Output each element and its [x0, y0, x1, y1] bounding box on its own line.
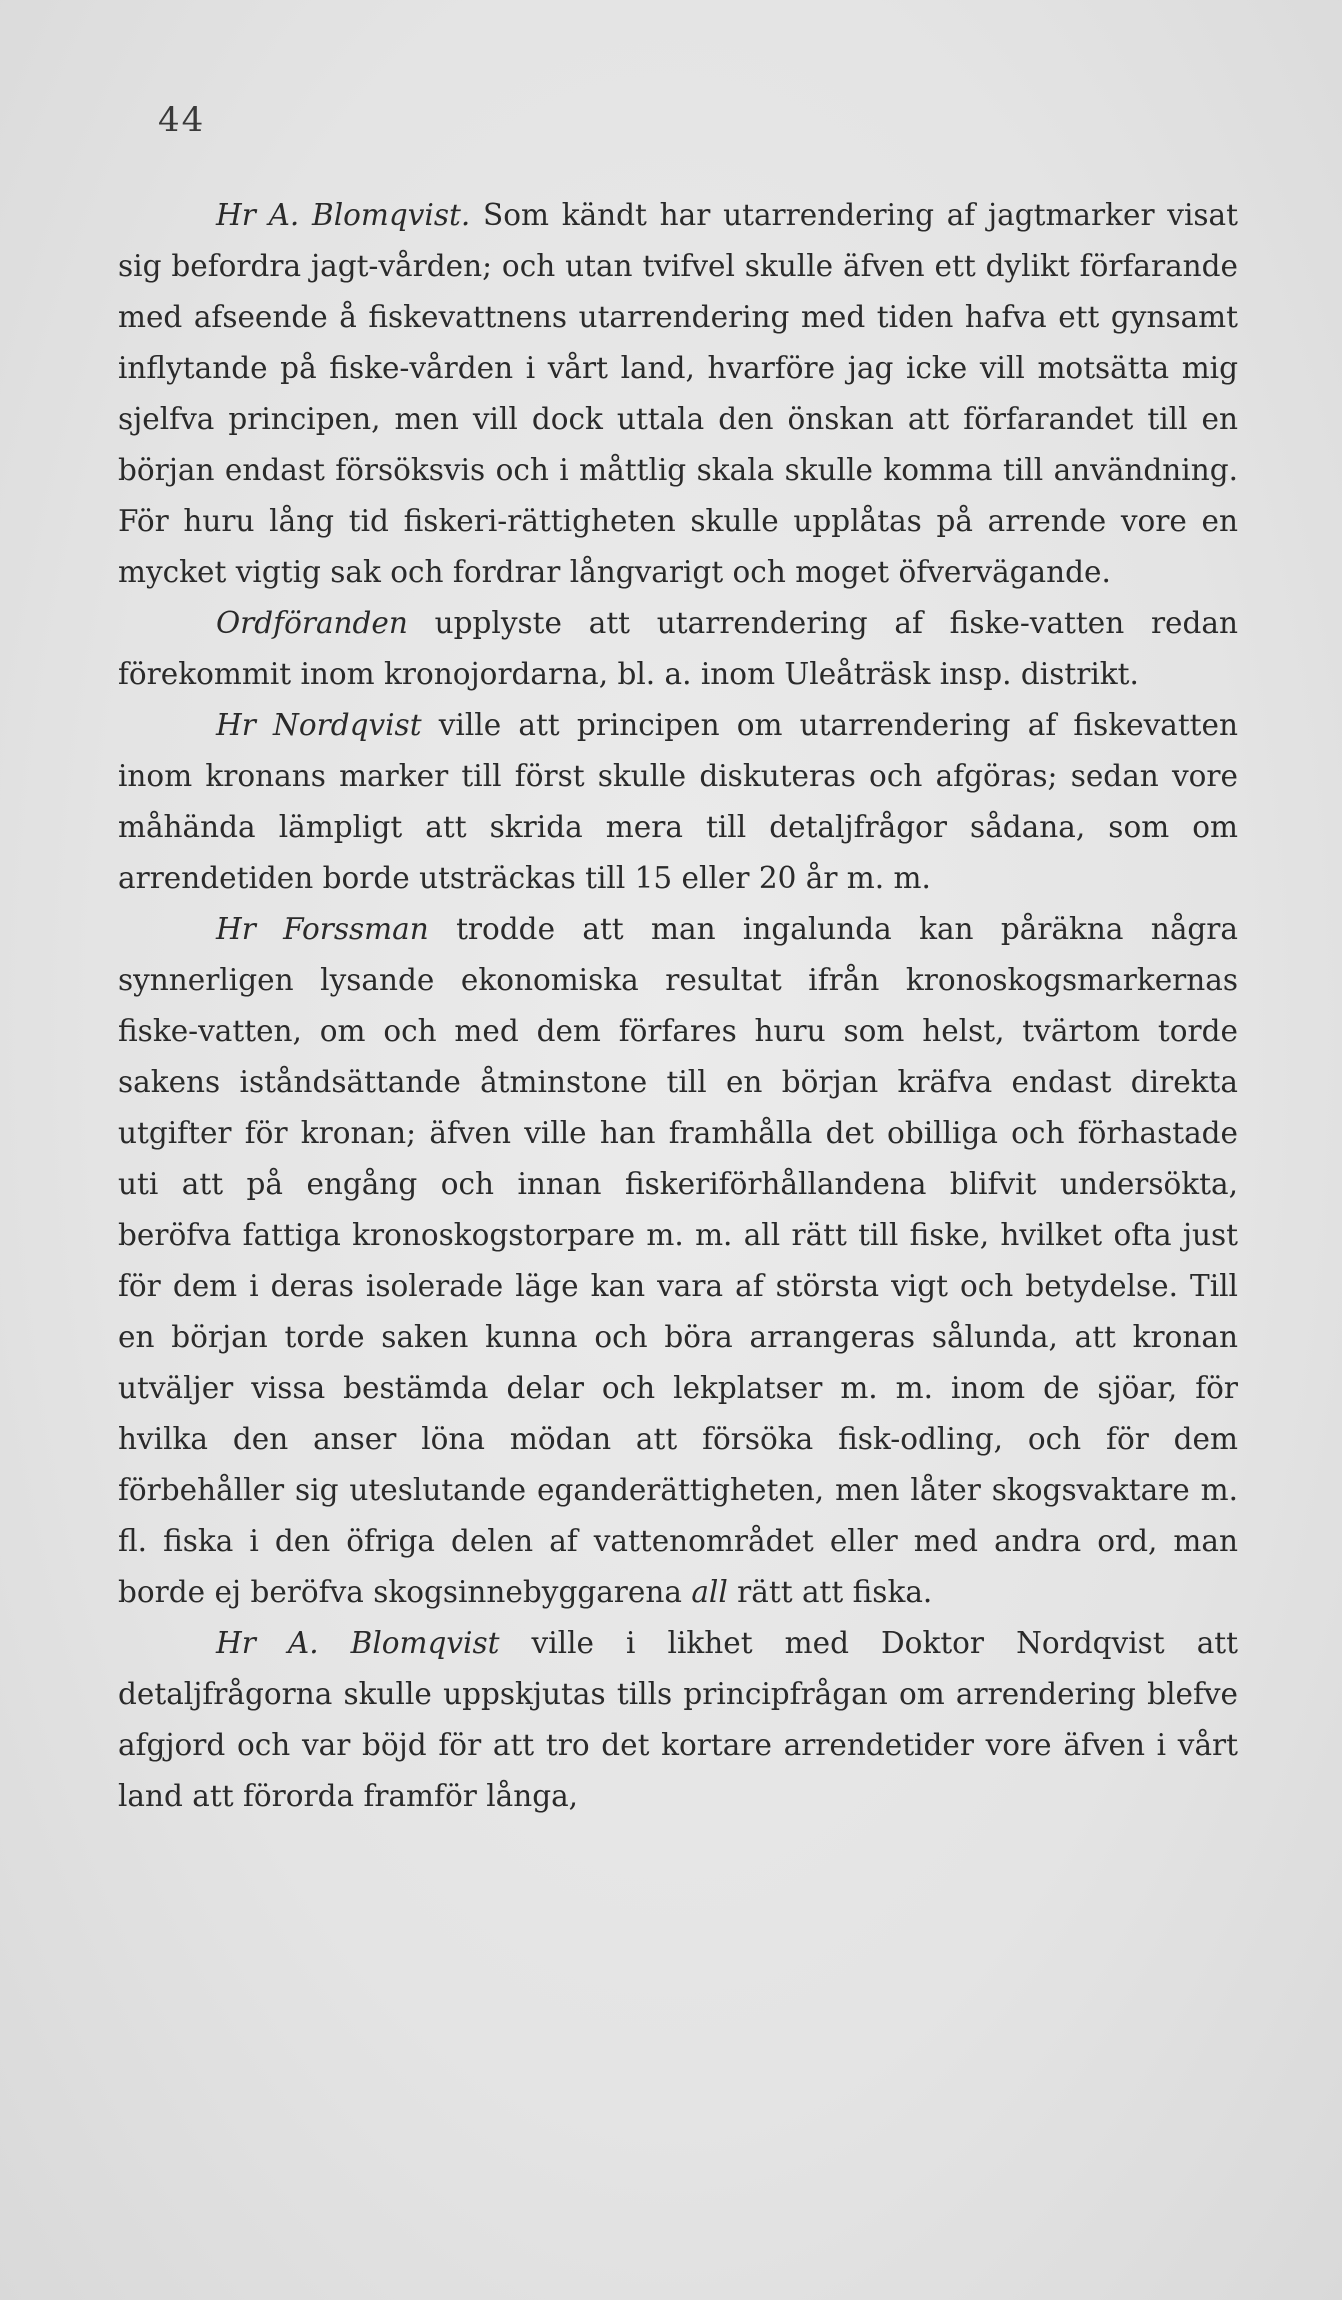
paragraph-forssman [118, 904, 1238, 1618]
speaker-name: Hr Forssman [216, 912, 429, 946]
speaker-name: Ordföranden [216, 606, 408, 640]
body-text [118, 190, 1238, 1822]
emphasis-word: all [691, 1575, 728, 1609]
paragraph-text-after: rätt att fiska. [727, 1575, 933, 1609]
speaker-name: Hr A. Blomqvist. [216, 198, 471, 232]
paragraph-text: upplyste att utarrendering af fiske-vatten redan förekommit inom kronojordarna, bl. a. inom Uleåträsk insp. distrikt. [118, 606, 1238, 691]
paragraph-ordforanden [118, 598, 1238, 700]
speaker-name: Hr A. Blomqvist [216, 1626, 500, 1660]
paragraph-text: Som kändt har utarrendering af jagtmarker visat sig befordra jagt-vården; och utan tvifvel skulle äfven ett dylikt förfarande med afseende å fiskevattnens utarrendering med tiden hafva ett gynsamt inflytande på fiske-vården i vårt land, hvarföre jag icke vill motsätta mig sjelfva principen, men vill dock uttala den önskan att förfarandet till en början endast försöksvis och i måttlig skala skulle komma till användning. För huru lång tid fiskeri-rättigheten skulle upplåtas på arrende vore en mycket vigtig sak och fordrar långvarigt och moget öfvervägande. [118, 198, 1238, 589]
page-number: 44 [158, 100, 206, 140]
speaker-name: Hr Nordqvist [216, 708, 422, 742]
paragraph-blomqvist-1 [118, 190, 1238, 598]
paragraph-blomqvist-2 [118, 1618, 1238, 1822]
paragraph-text: trodde att man ingalunda kan påräkna några synnerligen lysande ekonomiska resultat ifrån kronoskogsmarkernas fiske-vatten, om och med dem förfares huru som helst, tvärtom torde sakens iståndsättande åtminstone till en början kräfva endast direkta utgifter för kronan; äfven ville han framhålla det obilliga och förhastade uti att på engång och innan fiskeriförhållandena blifvit undersökta, beröfva fattiga kronoskogstorpare m. m. all rätt till fiske, hvilket ofta just för dem i deras isolerade läge kan vara af största vigt och betydelse. Till en början torde saken kunna och böra arrangeras sålunda, att kronan utväljer vissa bestämda delar och lekplatser m. m. inom de sjöar, för hvilka den anser löna mödan att försöka fisk-odling, och för dem förbehåller sig uteslutande eganderättigheten, men låter skogsvaktare m. fl. fiska i den öfriga delen af vattenområdet eller med andra ord, man borde ej beröfva skogsinnebyggarena [118, 912, 1239, 1609]
paragraph-text: ville att principen om utarrendering af fiskevatten inom kronans marker till först skulle diskuteras och afgöras; sedan vore måhända lämpligt att skrida mera till detaljfrågor sådana, som om arrendetiden borde utsträckas till 15 eller 20 år m. m. [118, 708, 1238, 895]
paragraph-nordqvist [118, 700, 1238, 904]
paragraph-text: ville i likhet med Doktor Nordqvist att detaljfrågorna skulle uppskjutas tills principfrågan om arrendering blefve afgjord och var böjd för att tro det kortare arrendetider vore äfven i vårt land att förorda framför långa, [118, 1626, 1238, 1813]
